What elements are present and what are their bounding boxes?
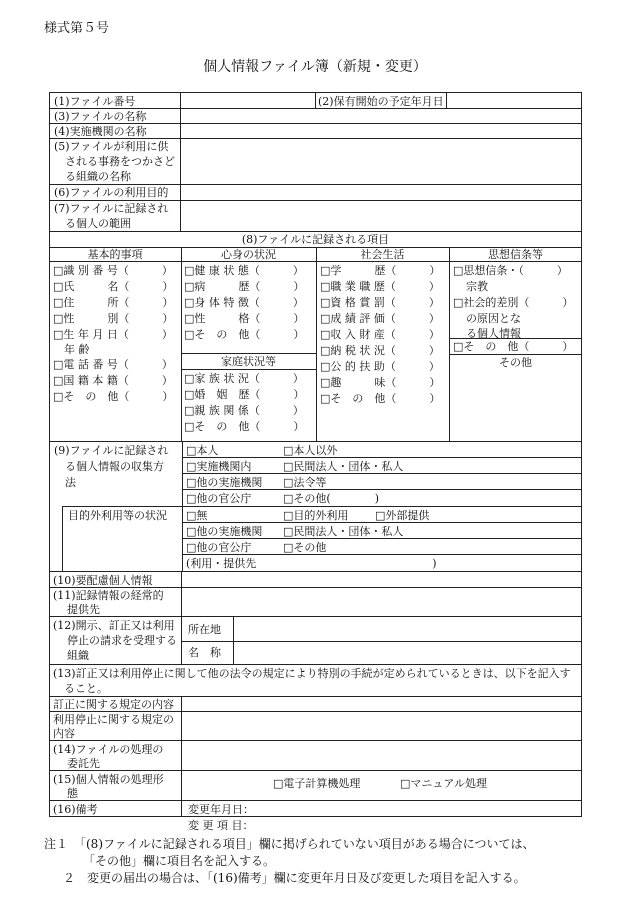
note-1-line-2: 「その他」欄に項目名を記入する。 — [83, 854, 276, 868]
file-number-label: (1)ファイル番号 — [54, 95, 136, 108]
beliefs-header: 思想信条等 — [488, 248, 543, 261]
checkbox-family[interactable]: □ 家 族 状 況（ ） — [184, 373, 304, 384]
checkbox-social-other[interactable]: □ そ の 他（ ） — [320, 393, 440, 404]
processing-form-label-1: (15)個人情報の処理形 — [53, 773, 164, 786]
org-label-1: (5)ファイルが利用に供 — [54, 140, 169, 153]
outside-use-label: 目的外利用等の状況 — [68, 509, 167, 522]
checkbox-id-number[interactable]: □ 識 別 番 号（ ） — [53, 265, 173, 276]
checkbox-external-provision[interactable]: □ 外部提供 — [375, 510, 429, 521]
use-provider-field[interactable]: (利用・提供先 ) — [186, 557, 437, 570]
checkbox-qualifications[interactable]: □ 資 格 賞 罰（ ） — [320, 297, 440, 308]
note-2: ２ 変更の届出の場合は、「(16)備考」欄に変更年月日及び変更した項目を記入する。 — [63, 871, 526, 885]
checkbox-hobby[interactable]: □ 趣 味（ ） — [320, 377, 440, 388]
agency-name-label: (4)実施機関の名称 — [54, 125, 147, 138]
agency-name-field[interactable] — [181, 124, 581, 138]
sensitive-info-field[interactable] — [182, 572, 581, 587]
request-org-label-1: (12)開示、訂正又は利用 — [53, 619, 175, 632]
basic-items-header: 基本的事項 — [87, 248, 143, 261]
outsourcing-label-1: (14)ファイルの処理の — [53, 743, 164, 756]
page-title: 個人情報ファイル簿（新規・変更） — [203, 59, 427, 75]
checkbox-collection-other[interactable]: □ その他( ) — [283, 493, 379, 504]
recorded-items-header: (8)ファイルに記録される項目 — [241, 233, 390, 246]
outsourcing-label-2: 委託先 — [67, 757, 100, 770]
checkbox-laws[interactable]: □ 法令等 — [283, 477, 326, 488]
regular-provision-label-1: (11)記録情報の経常的 — [53, 589, 164, 602]
checkbox-beliefs-other[interactable]: □ そ の 他（ ） — [453, 341, 573, 352]
special-procedure-line-1: (13)訂正又は利用停止に関して他の法令の規定により特別の手続が定められているときは、以下を記入す — [53, 667, 571, 680]
other-header: その他 — [499, 356, 532, 369]
mind-body-header: 心身の状況 — [221, 248, 276, 261]
checkbox-other-agency[interactable]: □ 他の実施機関 — [186, 477, 262, 488]
checkbox-internal[interactable]: □ 実施機関内 — [186, 461, 251, 472]
file-number-field[interactable] — [181, 93, 315, 108]
checkbox-manual-processing[interactable]: □ マニュアル処理 — [400, 778, 487, 789]
checkbox-phone[interactable]: □ 電 話 番 号（ ） — [53, 359, 173, 370]
checkbox-private-entity[interactable]: □ 民間法人・団体・私人 — [283, 461, 403, 472]
org-name-field[interactable] — [234, 642, 581, 664]
age-label: 年 齢 — [64, 343, 90, 356]
regular-provision-field[interactable] — [182, 588, 581, 616]
purpose-field[interactable] — [181, 185, 581, 200]
checkbox-mind-other[interactable]: □ そ の 他（ ） — [184, 329, 304, 340]
checkbox-welfare[interactable]: □ 公 的 扶 助（ ） — [320, 361, 440, 372]
sensitive-info-label: (10)要配慮個人情報 — [53, 574, 153, 587]
checkbox-basic-other[interactable]: □ そ の 他（ ） — [53, 391, 173, 402]
checkbox-relatives[interactable]: □ 親 族 関 係（ ） — [184, 405, 304, 416]
checkbox-evaluation[interactable]: □ 成 績 評 価（ ） — [320, 313, 440, 324]
start-date-field[interactable] — [447, 93, 581, 108]
file-name-field[interactable] — [181, 109, 581, 123]
checkbox-none[interactable]: □ 無 — [186, 510, 207, 521]
change-item-label: 変 更 項 目： — [188, 819, 254, 832]
remarks-label: (16)備考 — [53, 803, 98, 816]
outsourcing-field[interactable] — [182, 741, 581, 770]
location-label: 所在地 — [188, 623, 221, 636]
checkbox-other-office[interactable]: □ 他の官公庁 — [186, 493, 251, 504]
checkbox-address[interactable]: □ 住 所（ ） — [53, 297, 173, 308]
religion-label: 宗教 — [466, 280, 488, 293]
checkbox-personality[interactable]: □ 性 格（ ） — [184, 313, 304, 324]
file-name-label: (3)ファイルの名称 — [54, 110, 147, 123]
checkbox-career[interactable]: □ 職 業 職 歴（ ） — [320, 281, 440, 292]
collection-label-3: 法 — [65, 476, 76, 489]
special-procedure-line-2: ること。 — [64, 682, 108, 695]
checkbox-physical[interactable]: □ 身 体 特 徴（ ） — [184, 297, 304, 308]
scope-label-1: (7)ファイルに記録され — [54, 202, 169, 215]
checkbox-tax[interactable]: □ 納 税 状 況（ ） — [320, 345, 440, 356]
location-field[interactable] — [234, 617, 581, 641]
org-name-label: 名 称 — [188, 646, 221, 659]
org-label-3: る組織の名称 — [65, 170, 131, 183]
checkbox-use-other-agency[interactable]: □ 他の実施機関 — [186, 526, 262, 537]
request-org-label-3: 組織 — [67, 649, 89, 662]
checkbox-use-private-entity[interactable]: □ 民間法人・団体・私人 — [283, 526, 403, 537]
request-org-label-2: 停止の請求を受理する — [67, 634, 177, 647]
checkbox-discrimination[interactable]: □ 社会的差別（ ） — [453, 297, 573, 308]
checkbox-outside-use[interactable]: □ 目的外利用 — [283, 510, 348, 521]
scope-field[interactable] — [181, 201, 581, 231]
suspension-rules-label-1: 利用停止に関する規定の — [53, 713, 174, 726]
purpose-label: (6)ファイルの利用目的 — [54, 186, 169, 199]
collection-label-1: (9)ファイルに記録され — [54, 444, 169, 457]
correction-rules-field[interactable] — [182, 697, 581, 711]
suspension-rules-field[interactable] — [182, 712, 581, 740]
discrimination-line-2: の原因とな — [466, 312, 521, 325]
note-1-line-1: 注１ 「(8)ファイルに記録される項目」欄に掲げられていない項目がある場合については、 — [44, 837, 535, 851]
checkbox-use-other-office[interactable]: □ 他の官公庁 — [186, 542, 251, 553]
change-date-label: 変更年月日： — [188, 803, 254, 816]
checkbox-computer-processing[interactable]: □ 電子計算機処理 — [273, 778, 360, 789]
checkbox-nationality[interactable]: □ 国 籍 本 籍（ ） — [53, 375, 173, 386]
scope-label-2: る個人の範囲 — [65, 217, 131, 230]
start-date-label: (2)保有開始の予定年月日 — [318, 95, 444, 108]
checkbox-gender[interactable]: □ 性 別（ ） — [53, 313, 173, 324]
checkbox-health[interactable]: □ 健 康 状 態（ ） — [184, 265, 304, 276]
social-life-header: 社会生活 — [360, 248, 405, 261]
regular-provision-label-2: 提供先 — [67, 603, 100, 616]
correction-rules-label: 訂正に関する規定の内容 — [53, 698, 174, 711]
checkbox-marriage[interactable]: □ 婚 姻 歴（ ） — [184, 389, 304, 400]
suspension-rules-label-2: 内容 — [53, 727, 75, 740]
form-number: 様式第５号 — [44, 21, 110, 36]
checkbox-non-self[interactable]: □ 本人以外 — [283, 445, 337, 456]
checkbox-education[interactable]: □ 学 歴（ ） — [320, 265, 440, 276]
checkbox-self[interactable]: □ 本人 — [186, 445, 218, 456]
processing-form-label-2: 態 — [67, 787, 78, 800]
family-header: 家庭状況等 — [221, 355, 276, 368]
checkbox-beliefs[interactable]: □ 思想信条・（ ） — [453, 265, 568, 276]
collection-label-2: る個人情報の収集方 — [65, 460, 164, 473]
org-label-2: される事務をつかさど — [65, 155, 175, 168]
org-name-field[interactable] — [181, 139, 581, 184]
checkbox-income[interactable]: □ 収 入 財 産（ ） — [320, 329, 440, 340]
checkbox-name[interactable]: □ 氏 名（ ） — [53, 281, 173, 292]
discrimination-line-3: る個人情報 — [466, 327, 521, 340]
checkbox-family-other[interactable]: □ そ の 他（ ） — [184, 421, 304, 432]
checkbox-use-other[interactable]: □ その他 — [283, 542, 326, 553]
checkbox-medical-history[interactable]: □ 病 歴（ ） — [184, 281, 304, 292]
checkbox-birthdate[interactable]: □ 生 年 月 日（ ） — [53, 329, 173, 340]
